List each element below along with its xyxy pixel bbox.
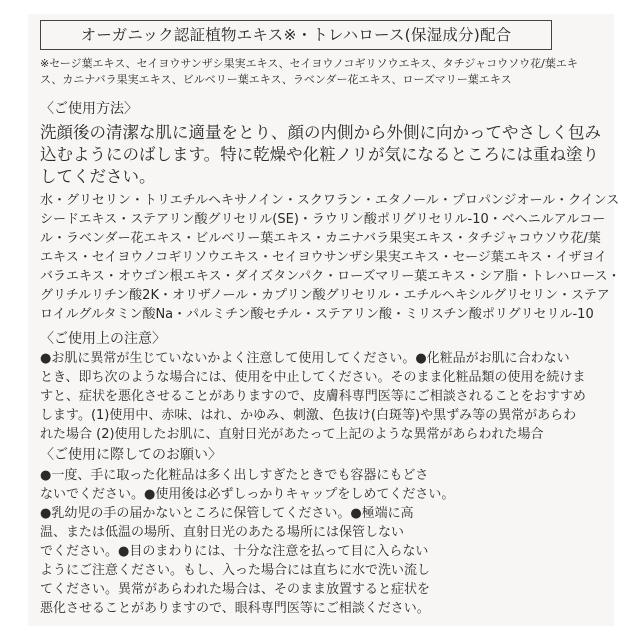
handling-line: ●乳幼児の手の届かないところに保管してください。●極端に高 xyxy=(40,506,414,521)
caution-line: れた場合 (2)使用したお肌に、直射日光があたって上記のような異常があらわれた場合 xyxy=(40,427,544,442)
usage-line: 込むようにのばします。特に乾燥や化粧ノリが気になるところには重ね塗り xyxy=(40,145,600,164)
ingredients-line: ロイルグルタミン酸Na・パルミチン酸セチル・ステアリン酸・ミリスチン酸ポリグリセリル-10 xyxy=(40,307,594,322)
handling-line: てください。異常があらわれた場合は、そのまま放置すると症状を xyxy=(40,582,431,597)
handling-line: ようにご注意ください。もし、入った場合には直ちに水で洗い流し xyxy=(40,563,431,578)
usage-line: 洗顔後の清潔な肌に適量をとり、顔の内側から外側に向かってやさしく包み xyxy=(40,123,601,142)
handling-line: 温、または低温の場所、直射日光のあたる場所には保管しない xyxy=(40,525,405,540)
ingredients-line: ル・ラベンダー花エキス・ビルベリー葉エキス・カニナバラ果実エキス・タチジャコウソウ花/葉 xyxy=(40,231,601,246)
usage-text xyxy=(40,122,601,188)
ingredients-line: バラエキス・オウゴン根エキス・ダイズタンパク・ローズマリー葉エキス・シア脂・トレハロース・ xyxy=(40,269,621,284)
headline-box: オーガニック認証植物エキス※・トレハロース(保湿成分)配合 xyxy=(40,20,552,50)
handling-line: ないでください。●使用後は必ずしっかりキャップをしめてください。 xyxy=(40,487,455,502)
handling-line: でください。●目のまわりには、十分な注意を払って目に入らない xyxy=(40,544,429,559)
caution-line: とき、即ち次のような場合には、使用を中止してください。そのまま化粧品類の使用を続けま xyxy=(40,370,586,385)
handling-line: 悪化させることがありますので、眼科専門医等にご相談ください。 xyxy=(40,601,430,616)
footnote-line: ス、カニナバラ果実エキス、ビルベリー葉エキス、ラベンダー花エキス、ローズマリー葉エキス xyxy=(40,73,512,86)
caution-line: すと、症状を悪化させることがありますので、皮膚科専門医等にご相談されることをおすすめ xyxy=(40,389,586,404)
ingredient-footnote xyxy=(40,56,596,88)
handling-title: 〈ご使用に際してのお願い〉 xyxy=(40,447,222,463)
caution-line: します。(1)使用中、赤味、はれ、かゆみ、刺激、色抜け(白斑等)や黒ずみ等の異常があらわ xyxy=(40,408,577,423)
usage-line: してください。 xyxy=(40,167,156,186)
footnote-line: ※セージ葉エキス、セイヨウサンザシ果実エキス、セイヨウノコギリソウエキス、タチジャコウソウ花/葉エキ xyxy=(40,57,578,70)
usage-title: 〈ご使用方法〉 xyxy=(40,101,138,117)
caution-text xyxy=(40,349,596,444)
ingredients-line: グリチルリチン酸2K・オリザノール・カプリン酸グリセリル・エチルヘキシルグリセリン・ステア xyxy=(40,288,610,303)
handling-text xyxy=(40,466,596,618)
ingredients-line: 水・グリセリン・トリエチルヘキサノイン・スクワラン・エタノール・プロパンジオール・クインス xyxy=(40,193,620,208)
caution-title: 〈ご使用上の注意〉 xyxy=(40,331,166,347)
ingredients-line: シードエキス・ステアリン酸グリセリル(SE)・ラウリン酸ポリグリセリル-10・ベヘニルアルコー xyxy=(40,212,606,227)
ingredients-list xyxy=(40,191,621,324)
caution-line: ●お肌に異常が生じていないかよく注意して使用してください。●化粧品がお肌に合わない xyxy=(40,351,570,366)
ingredients-line: エキス・セイヨウノコギリソウエキス・セイヨウサンザシ果実エキス・セージ葉エキス・イザヨイ xyxy=(40,250,608,265)
handling-line: ●一度、手に取った化粧品は多く出しすぎたときでも容器にもどさ xyxy=(40,468,429,483)
